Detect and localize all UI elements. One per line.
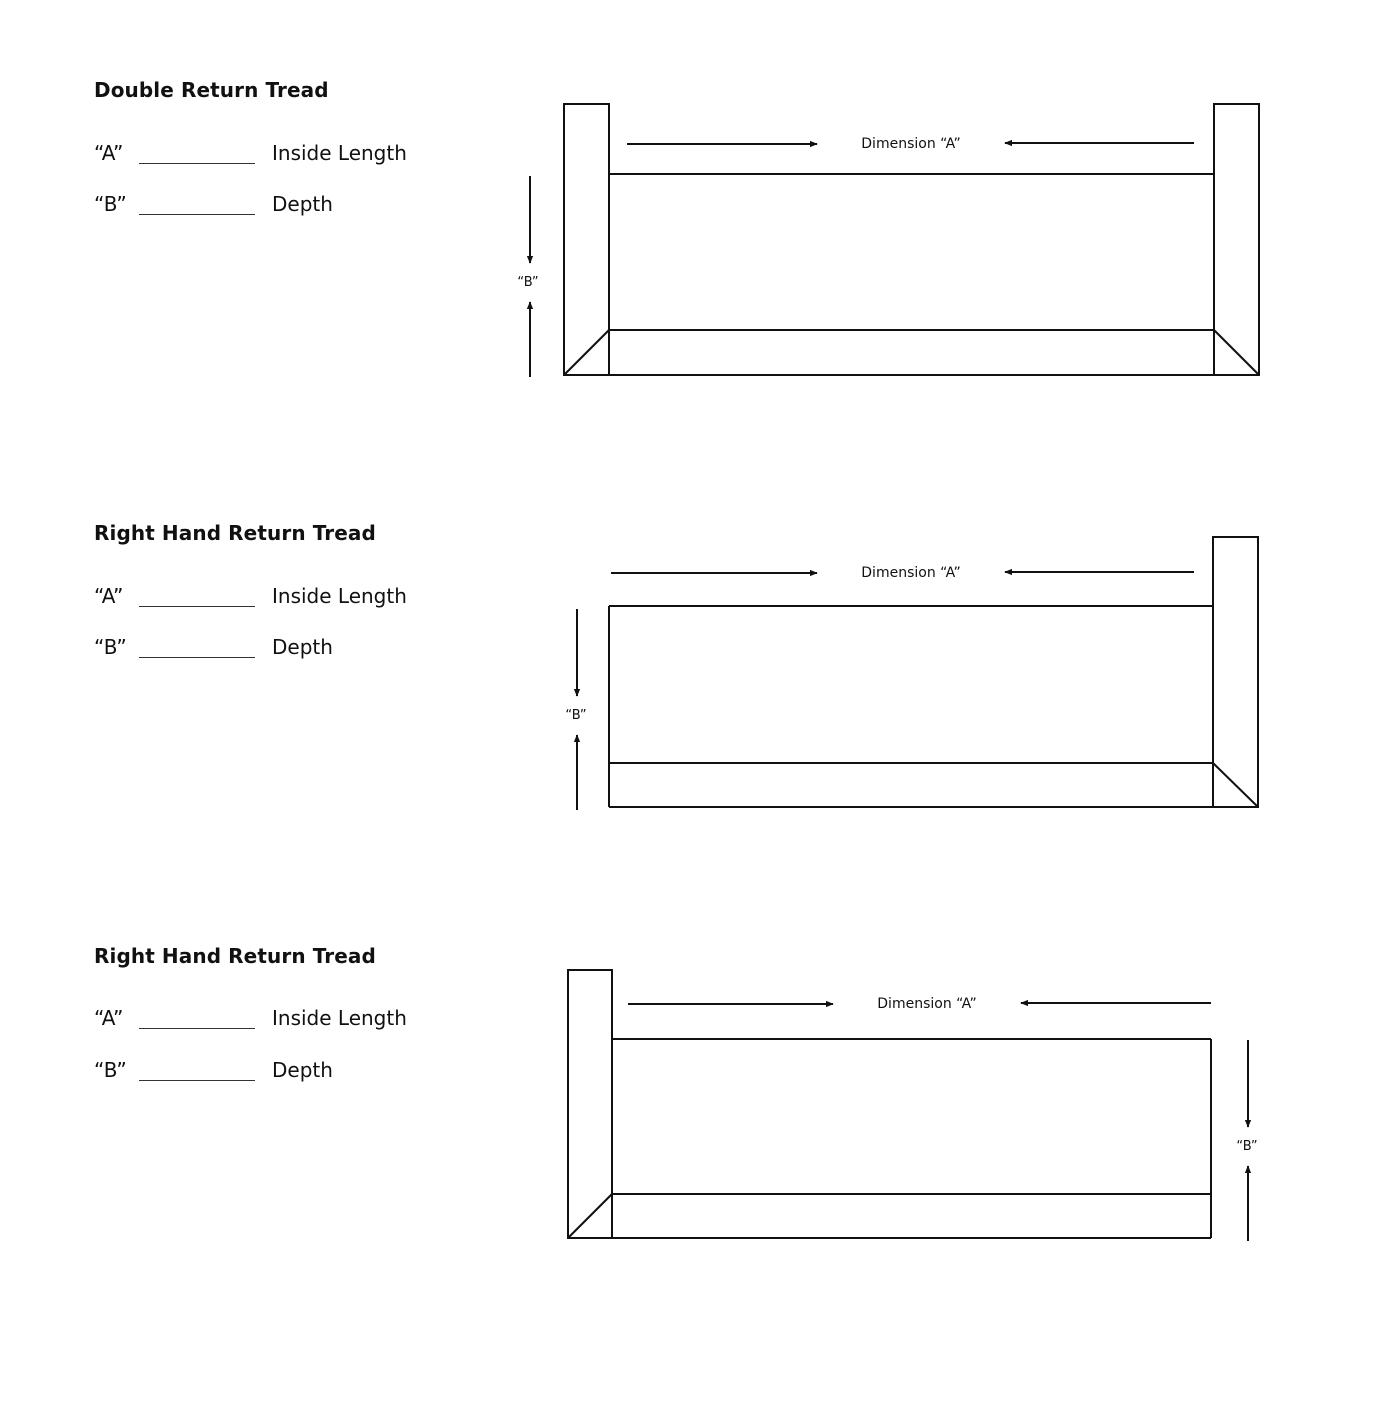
field-code-a: “A” — [94, 141, 124, 165]
dimension-b-label: “B” — [517, 275, 539, 290]
right-return-post — [1213, 537, 1258, 807]
left-return-post — [568, 970, 612, 1238]
dimension-b-label: “B” — [1236, 1139, 1258, 1154]
section-title: Right Hand Return Tread — [94, 944, 376, 968]
field-label-inside-length: Inside Length — [272, 141, 407, 165]
left-return-post — [564, 104, 609, 375]
section-title: Double Return Tread — [94, 78, 329, 102]
left-miter-line — [568, 1194, 612, 1238]
inside-length-input[interactable] — [139, 582, 255, 607]
field-code-b: “B” — [94, 1058, 127, 1082]
field-label-inside-length: Inside Length — [272, 1006, 407, 1030]
field-code-b: “B” — [94, 192, 127, 216]
field-label-depth: Depth — [272, 635, 333, 659]
dimension-a-label: Dimension “A” — [861, 136, 961, 152]
depth-input[interactable] — [139, 1056, 255, 1081]
dimension-a-label: Dimension “A” — [877, 996, 977, 1012]
right-miter-line — [1214, 330, 1259, 375]
dimension-b-label: “B” — [565, 708, 587, 723]
dimension-a-label: Dimension “A” — [861, 565, 961, 581]
field-label-depth: Depth — [272, 1058, 333, 1082]
inside-length-input[interactable] — [139, 1004, 255, 1029]
field-label-inside-length: Inside Length — [272, 584, 407, 608]
left-miter-line — [564, 330, 609, 375]
right-return-post — [1214, 104, 1259, 375]
depth-input[interactable] — [139, 633, 255, 658]
field-code-b: “B” — [94, 635, 127, 659]
field-label-depth: Depth — [272, 192, 333, 216]
section-title: Right Hand Return Tread — [94, 521, 376, 545]
field-code-a: “A” — [94, 1006, 124, 1030]
field-code-a: “A” — [94, 584, 124, 608]
right-miter-line — [1213, 763, 1258, 807]
